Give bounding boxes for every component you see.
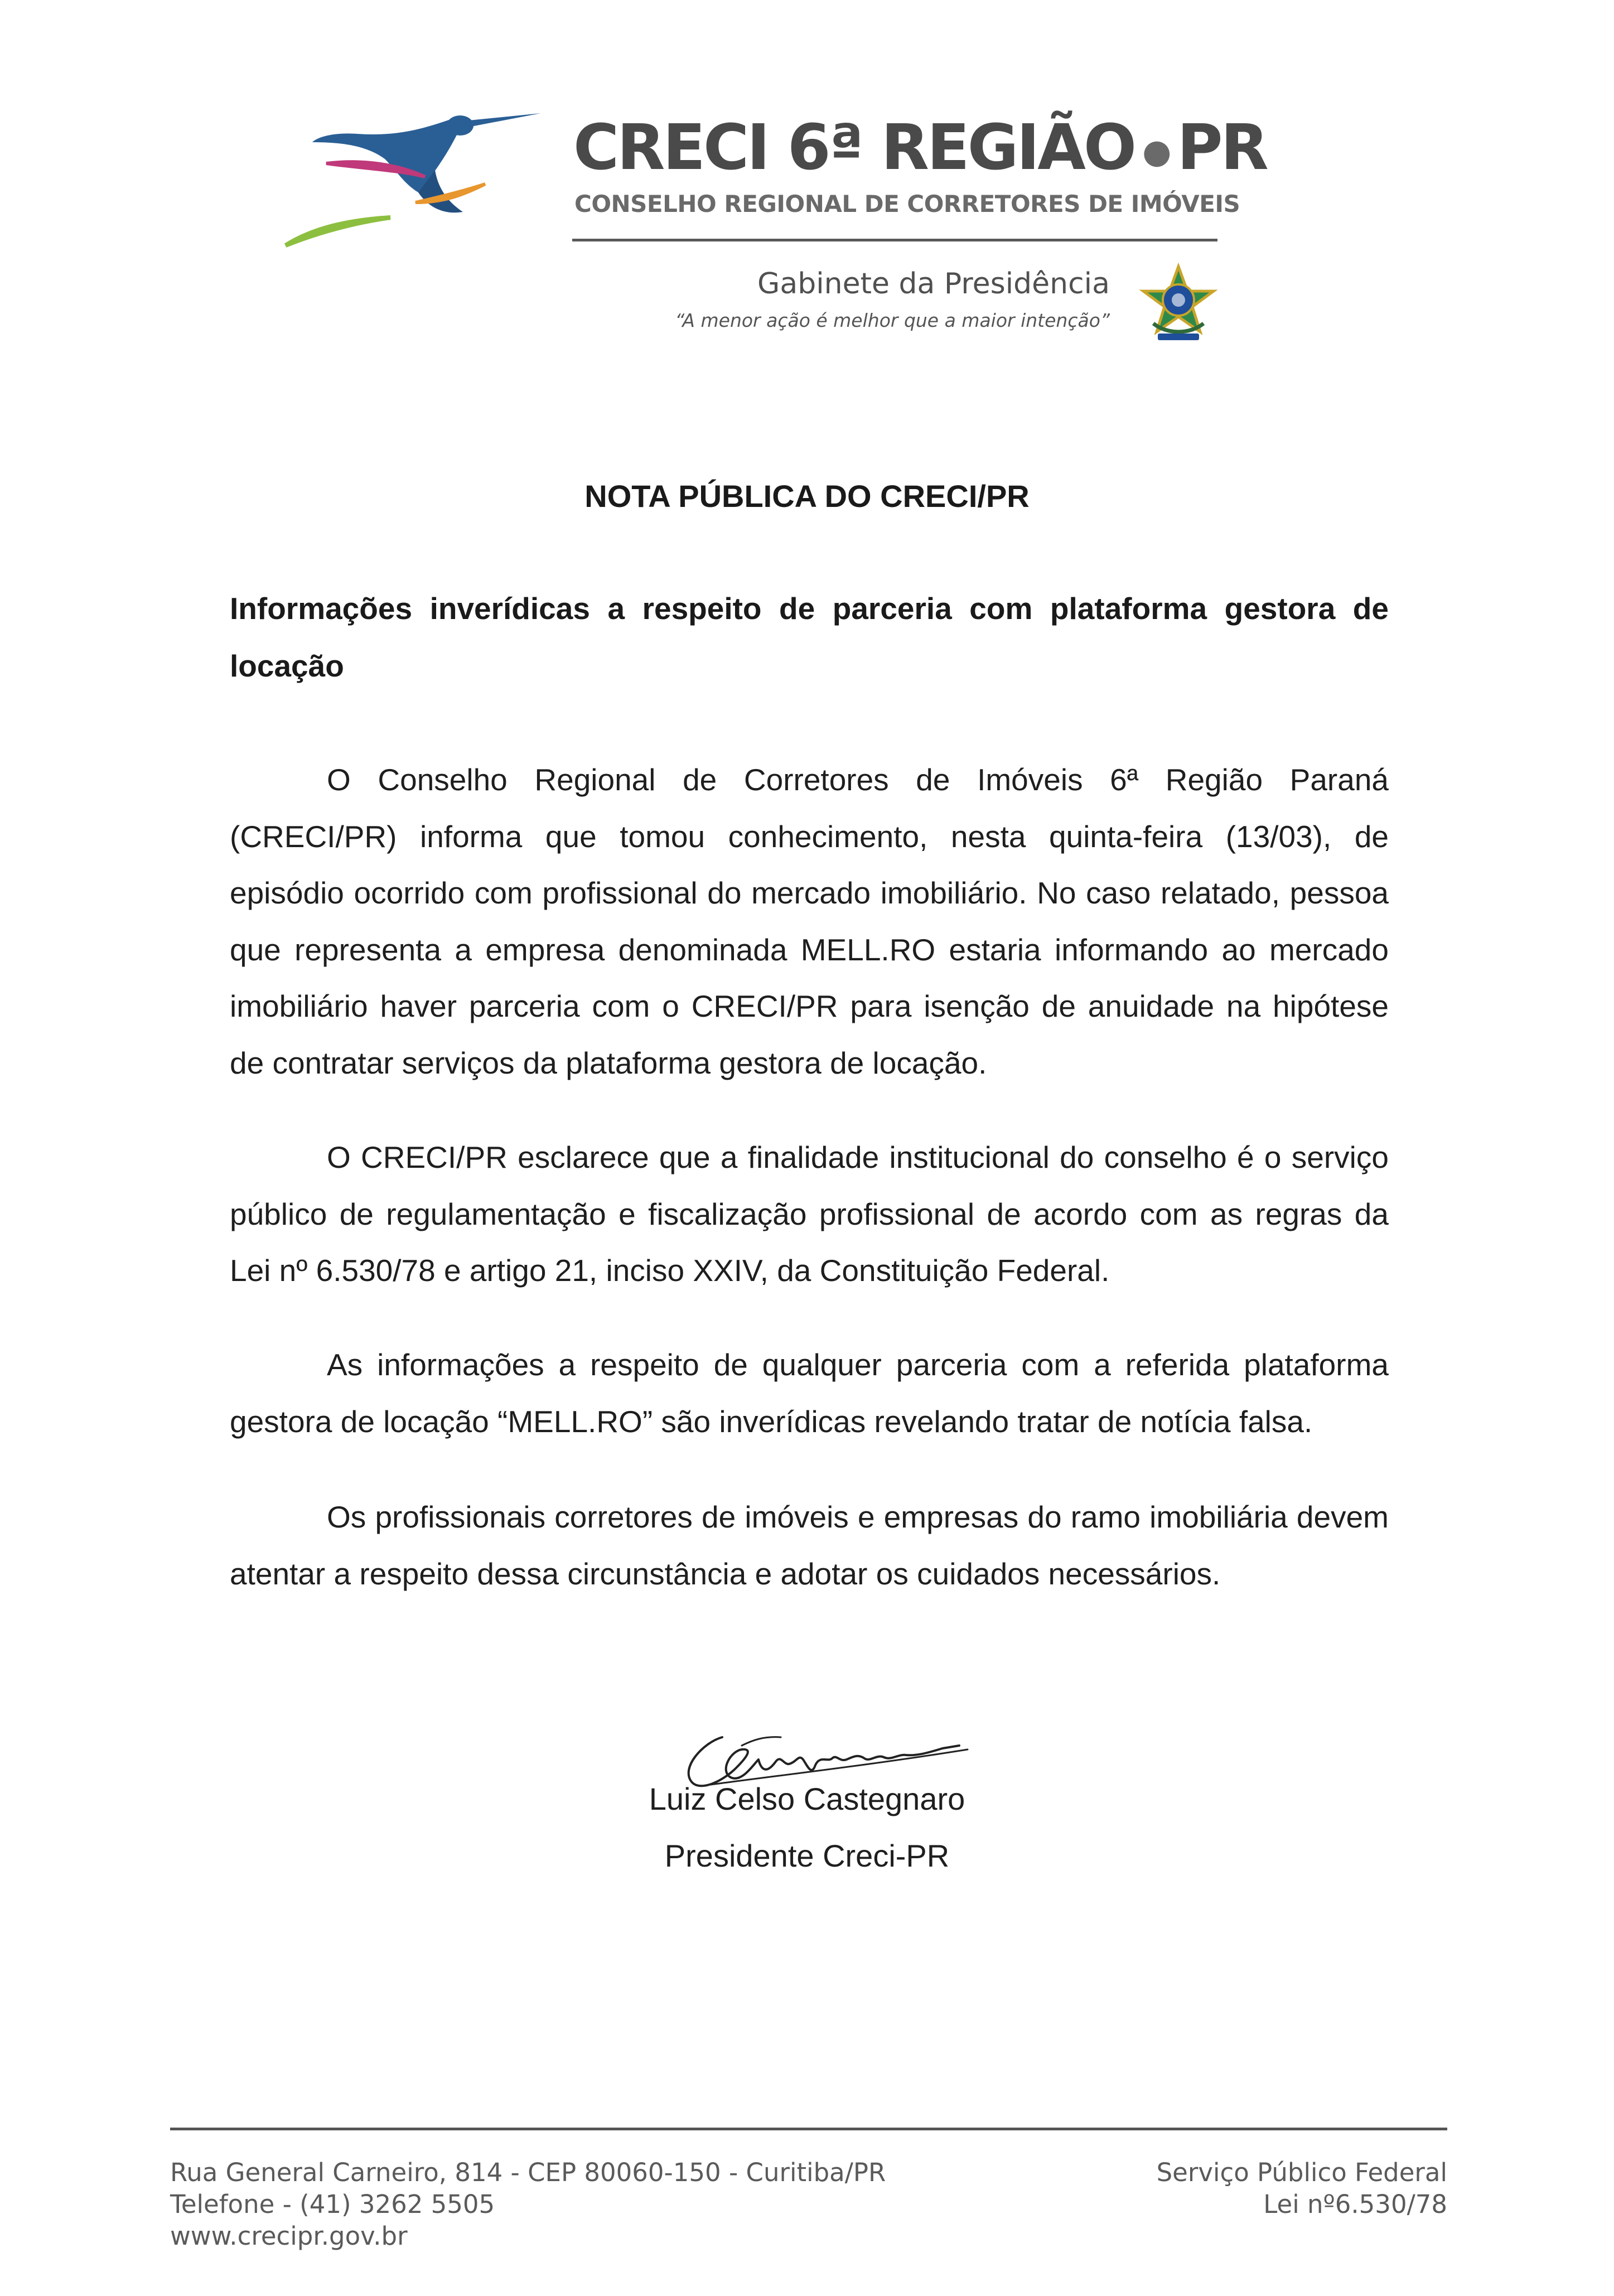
- brand-subtitle: CONSELHO REGIONAL DE CORRETORES DE IMÓVEIS: [574, 190, 1240, 217]
- signatory-name: Luiz Celso Castegnaro: [649, 1781, 965, 1816]
- footer-service: Serviço Público Federal: [1156, 2158, 1447, 2187]
- document-title: NOTA PÚBLICA DO CRECI/PR: [584, 478, 1030, 514]
- footer-divider: [170, 2128, 1447, 2130]
- paragraph-1: O Conselho Regional de Corretores de Imóveis 6ª Região Paraná (CRECI/PR) informa que tomou conhecimento, nesta quinta-feira (13/03), de episódio ocorrido com profissional do mercado imobiliário. No caso relatado, pessoa que representa a empresa denominada MELL.RO estaria informando ao mercado imobiliário haver parceria com o CRECI/PR para isenção de anuidade na hipótese de contratar serviços da plataforma gestora de locação.: [230, 762, 1389, 1080]
- footer-website: www.crecipr.gov.br: [170, 2221, 408, 2251]
- footer-law: Lei nº6.530/78: [1263, 2189, 1447, 2219]
- letterhead-divider: [572, 239, 1217, 241]
- paragraph-3: As informações a respeito de qualquer parceria com a referida plataforma gestora de locação “MELL.RO” são inverídicas revelando tratar de notícia falsa.: [230, 1347, 1389, 1439]
- paragraph-4: Os profissionais corretores de imóveis e empresas do ramo imobiliária devem atentar a respeito dessa circunstância e adotar os cuidados necessários.: [230, 1500, 1389, 1591]
- document-subject: Informações inverídicas a respeito de parceria com plataforma gestora de locação: [230, 591, 1389, 683]
- brand-title: [573, 109, 1267, 187]
- footer-address: Rua General Carneiro, 814 - CEP 80060-150 - Curitiba/PR: [170, 2158, 886, 2187]
- footer-phone: Telefone - (41) 3262 5505: [170, 2189, 495, 2219]
- brazil-coat-of-arms-icon: [1137, 262, 1220, 346]
- brand-title-suffix: PR: [1177, 112, 1267, 184]
- motto: “A menor ação é melhor que a maior intenção”: [675, 310, 1110, 331]
- office-name: Gabinete da Presidência: [757, 267, 1110, 301]
- signatory-role: Presidente Creci-PR: [664, 1838, 950, 1873]
- paragraph-2: O CRECI/PR esclarece que a finalidade institucional do conselho é o serviço público de regulamentação e fiscalização profissional de acordo com as regras da Lei nº 6.530/78 e artigo 21, inciso XXIV, da Constituição Federal.: [230, 1140, 1389, 1288]
- footer-contact: [170, 2157, 951, 2252]
- footer-legal: [948, 2157, 1447, 2220]
- brand-dot: ●: [1142, 132, 1170, 172]
- brand-title-main: CRECI 6ª REGIÃO: [573, 112, 1135, 184]
- creci-hummingbird-logo: [279, 103, 552, 248]
